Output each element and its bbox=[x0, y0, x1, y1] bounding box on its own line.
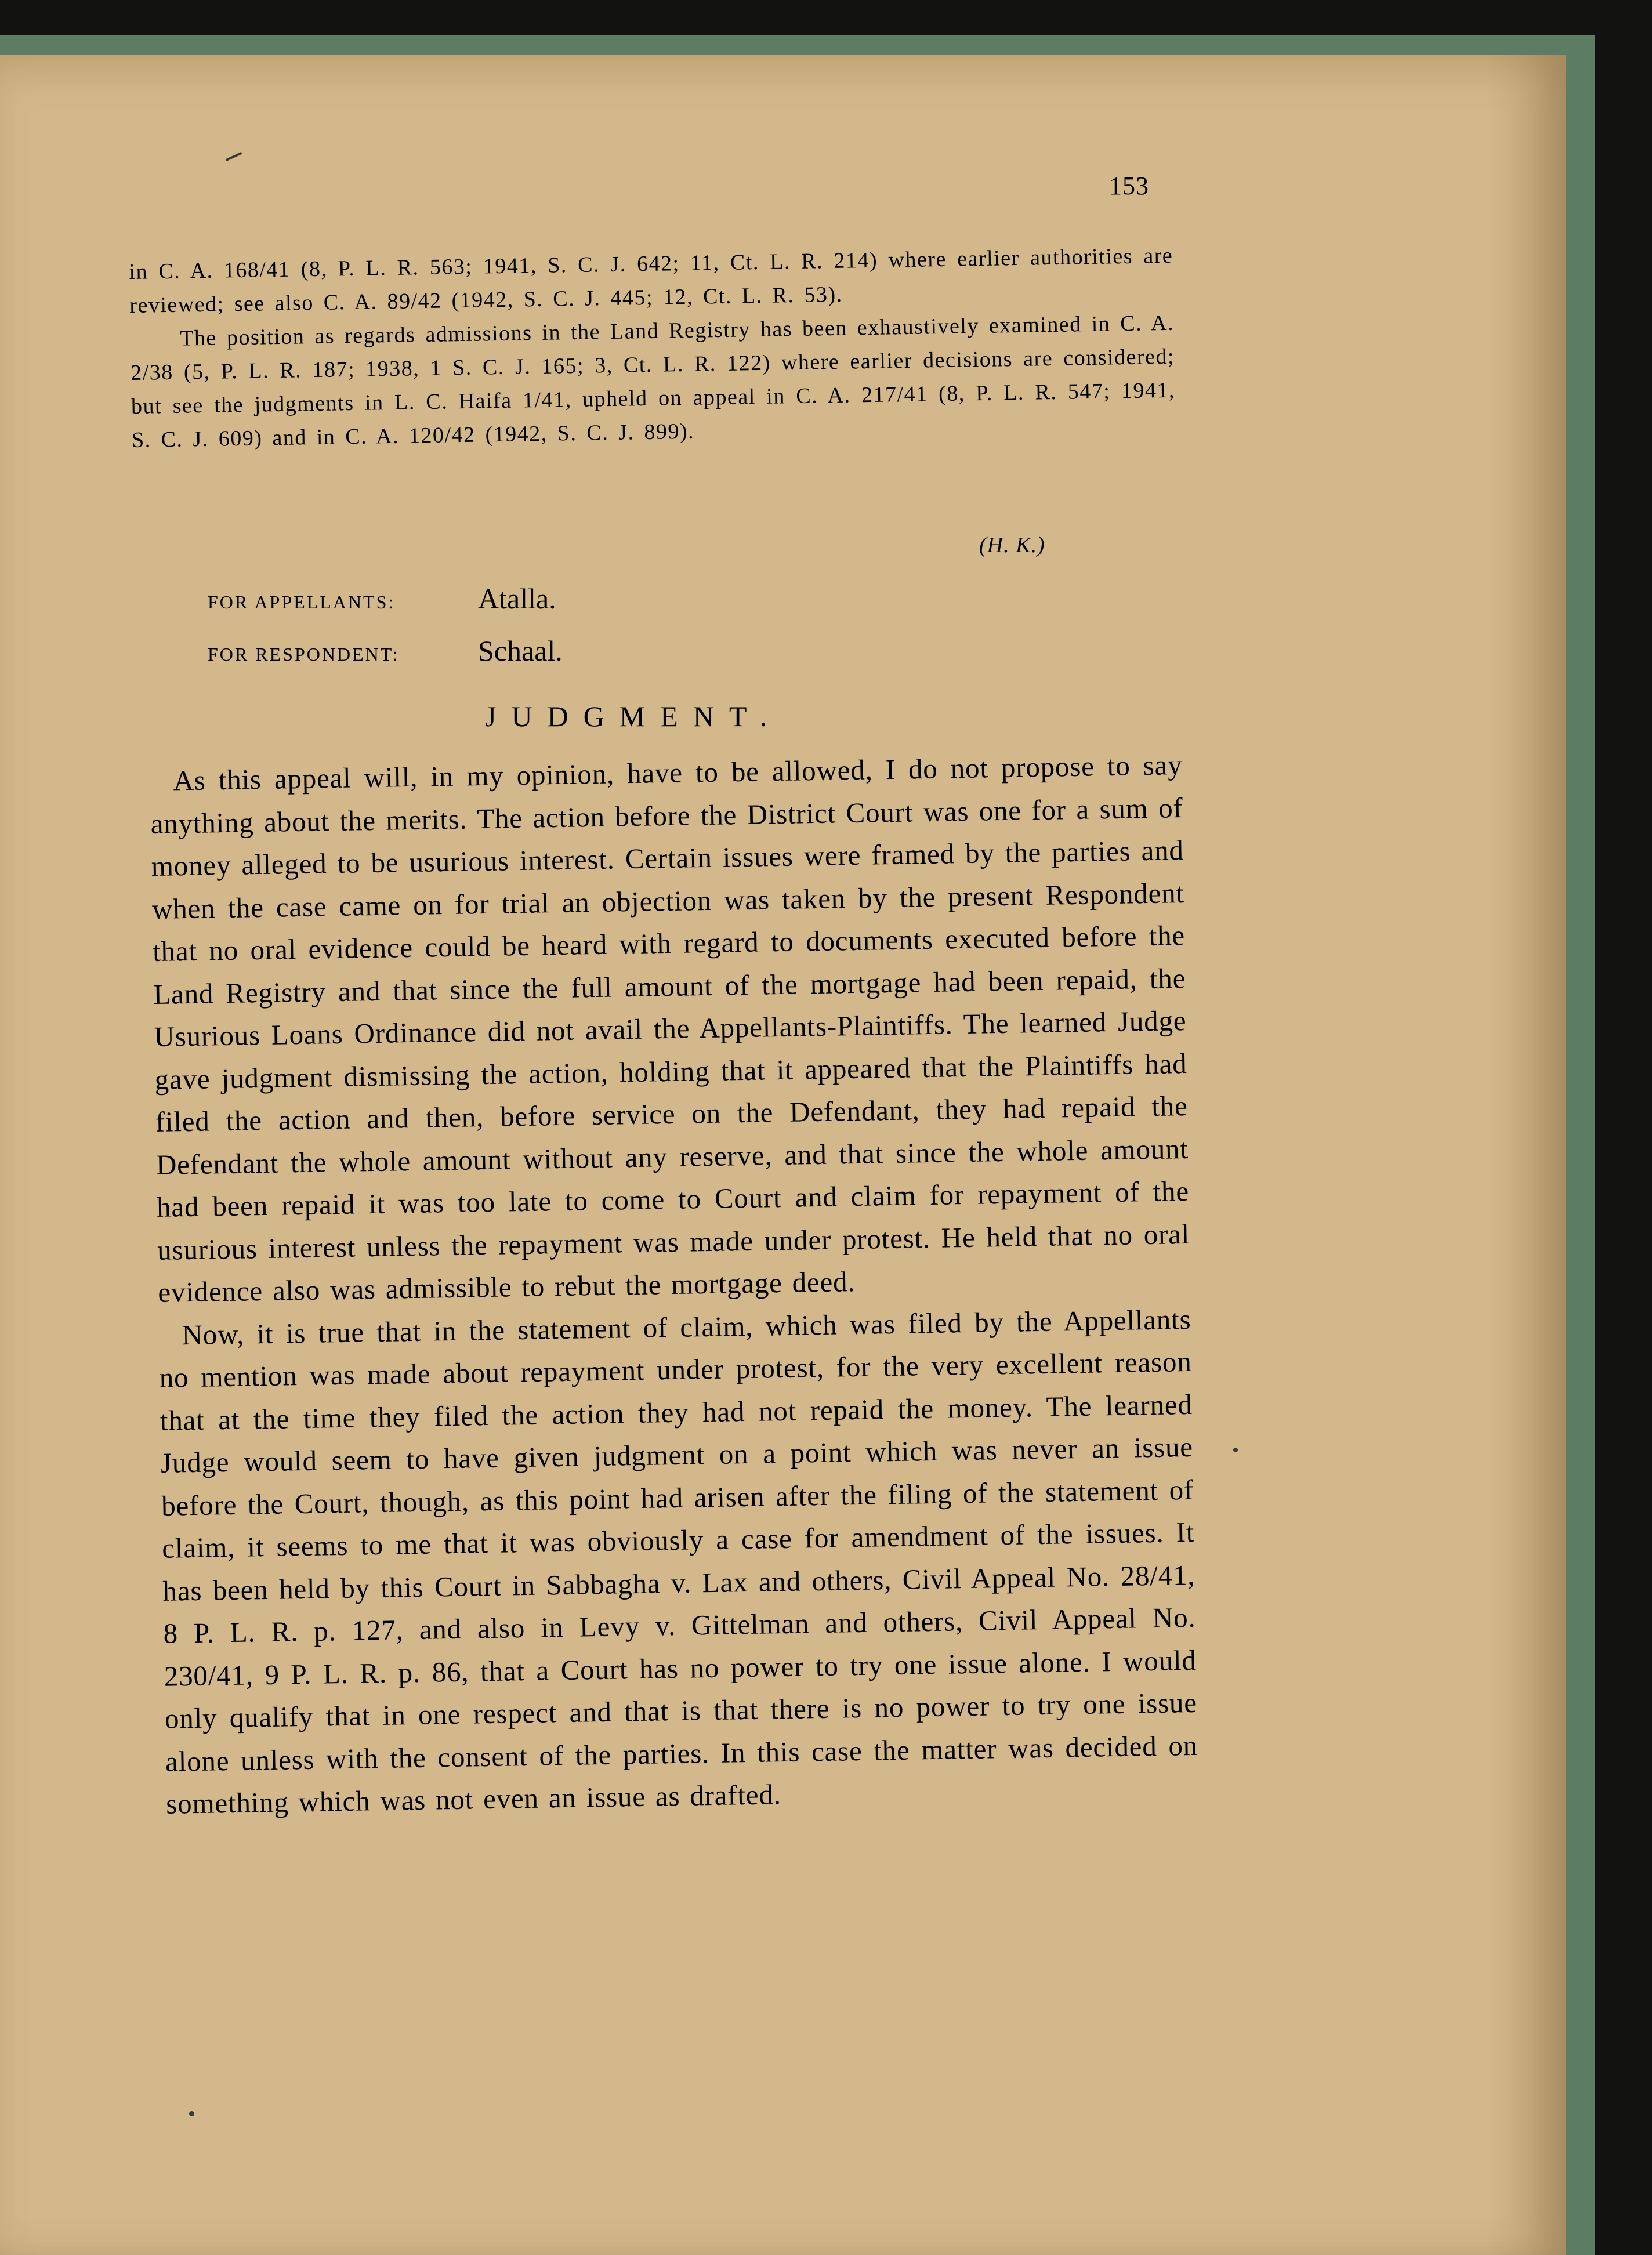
headnote-paragraph: The position as regards admissions in the Land Registry has been exhaustively examined in C. A. 2/38 (5, P. L. R. 187; 1938, 1 S. C. J. 165; 3, Ct. L. R. 122) where earlier decisions are considered; but see the judgments in L. C. Haifa 1/41, upheld on appeal in C. A. 217/41 (8, P. L. R. 547; 1941, S. C. J. 609) and in C. A. 120/42 (1942, S. C. J. 899). bbox=[130, 310, 1176, 452]
headnote-paragraph: in C. A. 168/41 (8, P. L. R. 563; 1941, S. C. J. 642; 11, Ct. L. R. 214) where earlier authorities are reviewed; see also C. A. 89/42 (1942, S. C. J. 445; 12, Ct. L. R. 53). bbox=[129, 243, 1173, 318]
note-initials: (H. K.) bbox=[979, 533, 1045, 557]
ink-dot bbox=[1233, 1448, 1238, 1452]
page-number: 153 bbox=[1109, 172, 1149, 200]
counsel-name: Schaal. bbox=[478, 635, 563, 667]
counsel-block bbox=[208, 574, 730, 679]
page-edge-shadow bbox=[1485, 55, 1566, 2255]
ink-dot bbox=[189, 2111, 194, 2116]
judgment-body bbox=[150, 744, 1199, 1825]
counsel-name: Atalla. bbox=[478, 582, 556, 615]
counsel-role: FOR RESPONDENT: bbox=[208, 644, 400, 665]
counsel-row bbox=[208, 574, 730, 626]
body-paragraph: Now, it is true that in the statement of claim, which was filed by the Appellants no mention was made about repayment under protest, for the very excellent reason that at the time they filed the action they had not repaid the money. The learned Judge would seem to have given judgment on a point which was never an issue before the Court, though, as this point had arisen after the filing of the statement of claim, it seems to me that it was obviously a case for amendment of the issues. It has been held by this Court in Sabbagha v. Lax and others, Civil Appeal No. 28/41, 8 P. L. R. p. 127, and also in Levy v. Gittelman and others, Civil Appeal No. 230/41, 9 P. L. R. p. 86, that a Court has no power to try one issue alone. I would only qualify that in one respect and that is that there is no power to try one issue alone unless with the consent of the parties. In this case the matter was decided on something which was not even an issue as drafted. bbox=[159, 1303, 1198, 1820]
headnote bbox=[129, 239, 1176, 457]
judgment-heading: JUDGMENT. bbox=[485, 700, 782, 733]
counsel-row bbox=[208, 626, 730, 679]
body-paragraph: As this appeal will, in my opinion, have to be allowed, I do not propose to say anything about the merits. The action before the District Court was one for a sum of money alleged to be usurious interest. Certain issues were framed by the parties and when the case came on for trial an objection was taken by the present Respondent that no oral evidence could be heard with regard to documents executed before the Land Registry and that since the full amount of the mortgage had been repaid, the Usurious Loans Ordinance did not avail the Appellants-Plaintiffs. The learned Judge gave judgment dismissing the action, holding that it appeared that the Plaintiffs had filed the action and then, before service on the Defendant, they had repaid the Defendant the whole amount without any reserve, and that since the whole amount had been repaid it was too late to come to Court and claim for repayment of the usurious interest unless the repayment was made under protest. He held that no oral evidence also was admissible to rebut the mortgage deed. bbox=[150, 749, 1190, 1308]
counsel-role: FOR APPELLANTS: bbox=[208, 592, 396, 612]
